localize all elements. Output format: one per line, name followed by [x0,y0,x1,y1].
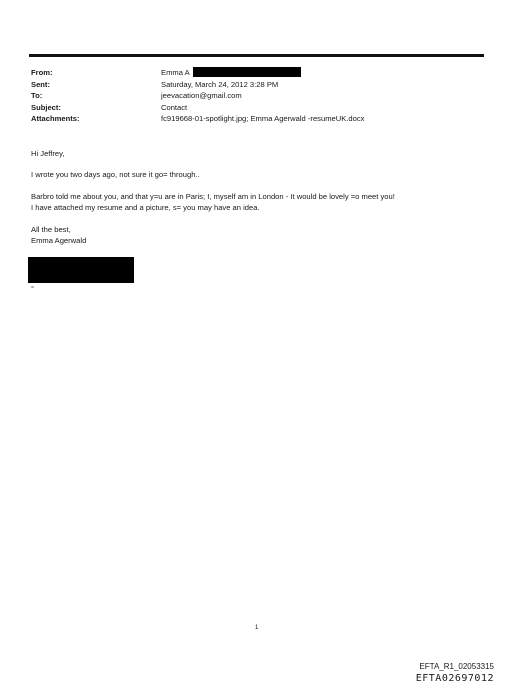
subject-row [31,102,364,114]
bates-number-2: EFTA02697012 [415,673,494,684]
email-header [31,67,364,125]
redaction-from [193,67,301,77]
sent-label: Sent: [31,79,50,89]
to-row [31,90,364,102]
body-line-1: I wrote you two days ago, not sure it go= through.. [31,170,200,180]
from-name: Emma A [161,68,190,77]
email-body [31,148,481,246]
bates-number-1: EFTA_R1_02053315 [419,662,494,671]
subject-value: Contact [161,102,188,112]
greeting: Hi Jeffrey, [31,149,65,158]
attachments-row [31,113,364,125]
sent-row [31,79,364,91]
page-number: 1 [255,625,259,631]
from-value [161,67,301,79]
attachments-value: fc919668-01-spotlight.jpg; Emma Agerwald -resumeUK.docx [161,114,365,124]
closing: All the best, [31,224,71,234]
stray-mark: = [31,285,34,291]
from-label: From: [31,68,53,77]
body-line-3: I have attached my resume and a picture, s= you may have an idea. [31,203,260,213]
attachments-label: Attachments: [31,114,80,124]
body-line-2: Barbro told me about you, and that y=u are in Paris; I, myself am in London - It would be lovely =o meet you! [31,191,395,201]
subject-label: Subject: [31,102,61,112]
sent-value: Saturday, March 24, 2012 3:28 PM [161,79,279,89]
to-label: To: [31,91,43,101]
redaction-block [28,257,134,283]
signature: Emma Agerwald [31,236,87,246]
from-row [31,67,364,79]
to-value: jeevacation@gmail.com [161,91,242,101]
header-rule [29,54,484,57]
